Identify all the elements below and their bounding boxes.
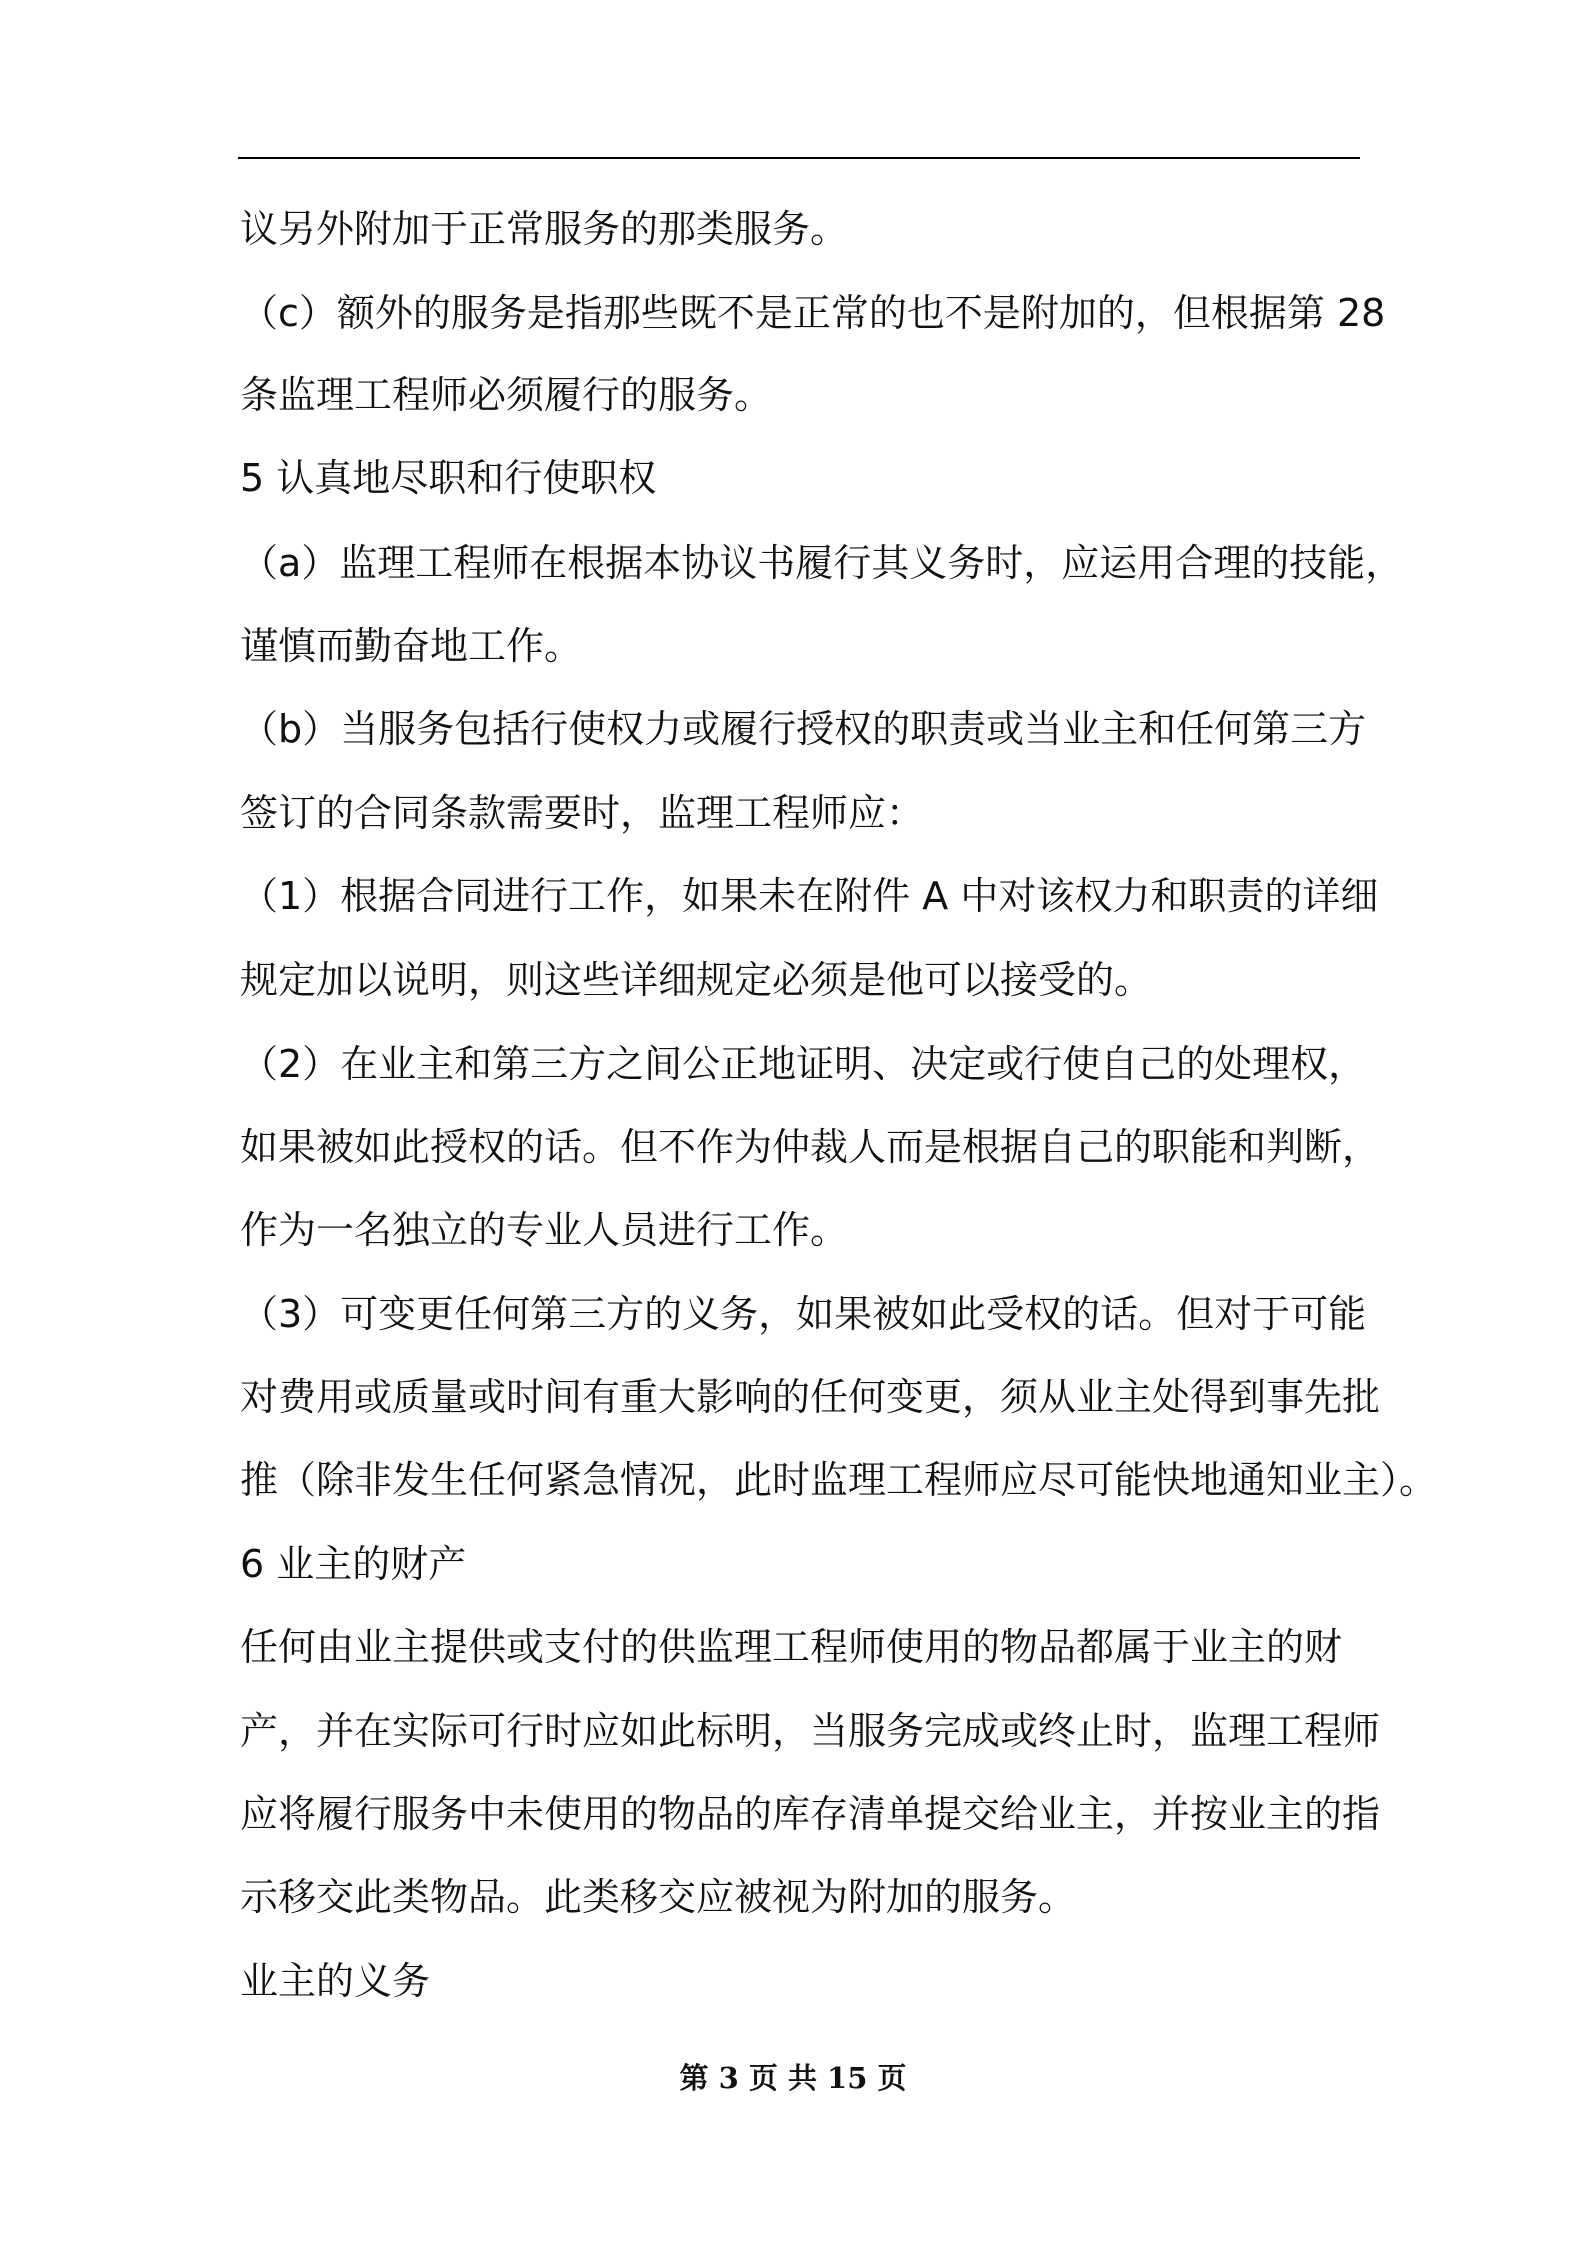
page-number-footer: 第 3 页 共 15 页 [679,2061,907,2095]
section-heading-owner-duties: 业主的义务 [240,1959,431,2003]
section-heading-6: 6 业主的财产 [240,1542,467,1586]
text-line-1: 议另外附加于正常服务的那类服务。 [240,207,849,251]
text-line-7: （b）当服务包括行使权力或履行授权的职责或当业主和任何第三方 [240,707,1367,751]
text-line-9: （1）根据合同进行工作，如果未在附件 A 中对该权力和职责的详细 [240,874,1379,918]
text-line-16: 推（除非发生任何紧急情况，此时监理工程师应尽可能快地通知业主）。 [240,1458,1438,1502]
text-line-15: 对费用或质量或时间有重大影响的任何变更，须从业主处得到事先批 [240,1375,1381,1419]
text-line-13: 作为一名独立的专业人员进行工作。 [240,1208,849,1252]
text-line-11: （2）在业主和第三方之间公正地证明、决定或行使自己的处理权， [240,1042,1367,1086]
text-line-20: 应将履行服务中未使用的物品的库存清单提交给业主，并按业主的指 [240,1792,1381,1836]
text-line-12: 如果被如此授权的话。但不作为仲裁人而是根据自己的职能和判断， [240,1125,1381,1169]
text-line-3: 条监理工程师必须履行的服务。 [240,373,773,417]
header-rule [238,157,1360,159]
text-line-5: （a）监理工程师在根据本协议书履行其义务时，应运用合理的技能， [240,541,1404,585]
text-line-18: 任何由业主提供或支付的供监理工程师使用的物品都属于业主的财 [240,1625,1343,1669]
section-heading-5: 5 认真地尽职和行使职权 [240,456,657,500]
text-line-14: （3）可变更任何第三方的义务，如果被如此受权的话。但对于可能 [240,1292,1367,1336]
text-line-6: 谨慎而勤奋地工作。 [240,624,583,668]
text-line-2: （c）额外的服务是指那些既不是正常的也不是附加的，但根据第 28 [240,291,1386,335]
text-line-21: 示移交此类物品。此类移交应被视为附加的服务。 [240,1875,1077,1919]
text-line-19: 产，并在实际可行时应如此标明，当服务完成或终止时，监理工程师 [240,1709,1381,1753]
text-line-10: 规定加以说明，则这些详细规定必须是他可以接受的。 [240,958,1153,1002]
text-line-8: 签订的合同条款需要时，监理工程师应： [240,791,925,835]
